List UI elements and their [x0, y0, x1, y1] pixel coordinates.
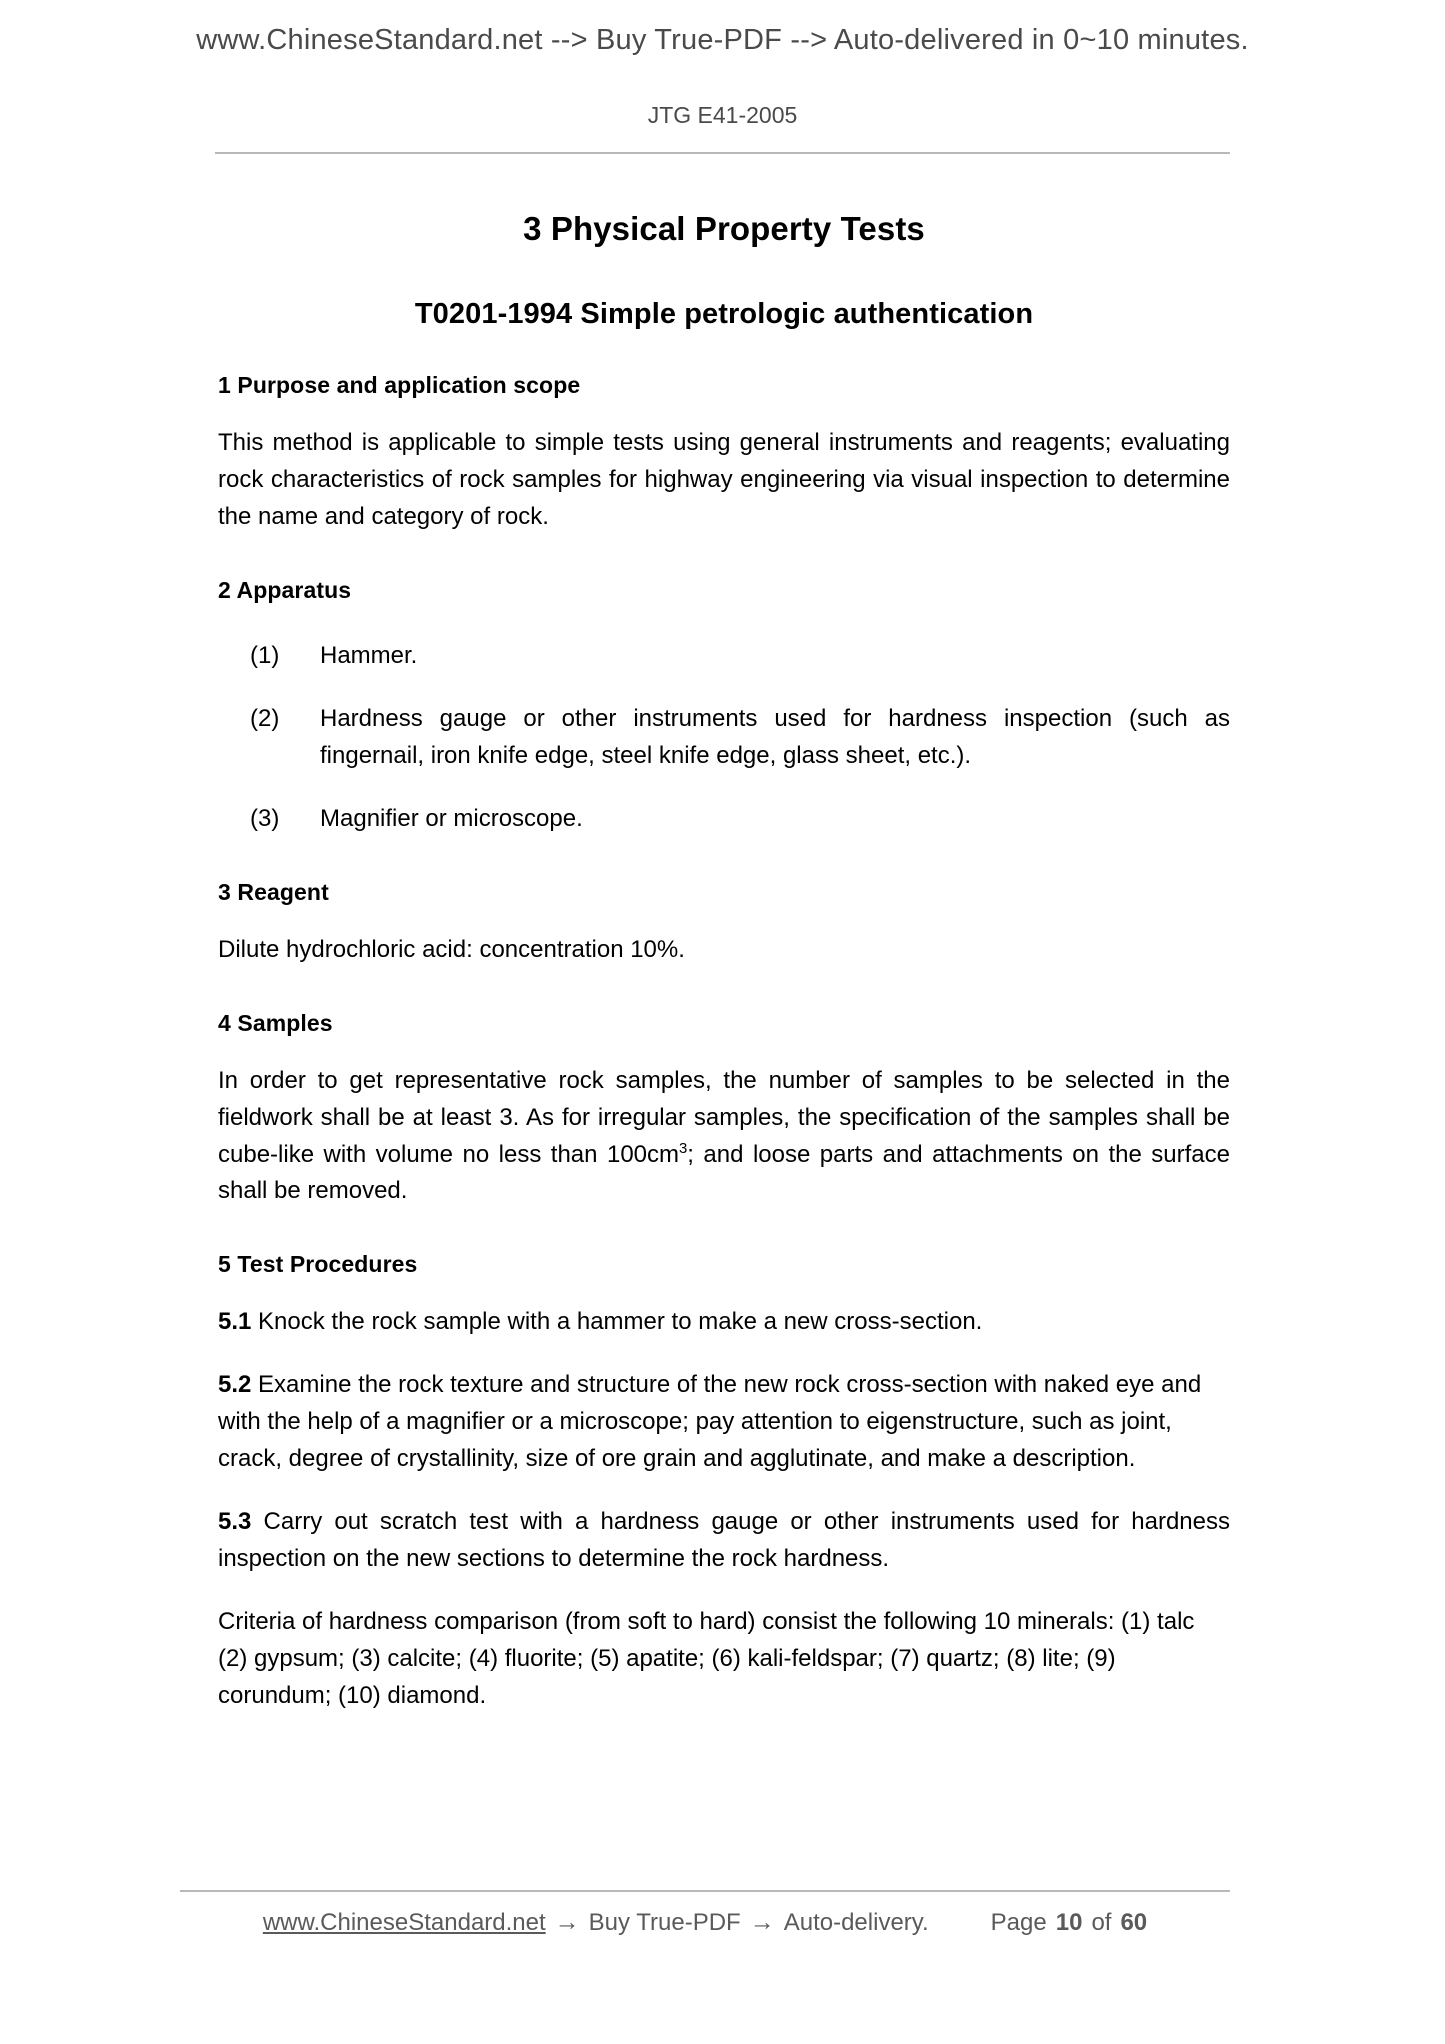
arrow-right-icon: → — [554, 1908, 580, 1936]
list-item-marker: (3) — [250, 804, 280, 832]
section-heading-reagent: 3 Reagent — [218, 878, 329, 905]
paragraph-samples — [218, 1037, 1230, 1211]
footer-page-number: 10 — [1055, 1909, 1083, 1936]
procedure-step-5-3 — [218, 1478, 1230, 1578]
section-heading-purpose: 1 Purpose and application scope — [218, 372, 581, 398]
step-number: 5.1 — [218, 1308, 252, 1336]
paragraph-samples-part1: In order to get representative rock samples, the number of samples to be selected in the fieldwork shall be at least 3. As for irregular samples, the specification of the samples shall be cube-like with volume no less than 100cm — [218, 1066, 1230, 1168]
list-item — [250, 675, 1230, 775]
section-heading-apparatus: 2 Apparatus — [218, 576, 352, 603]
paragraph-reagent: Dilute hydrochloric acid: concentration 10%. — [218, 935, 685, 963]
chapter-title: 3 Physical Property Tests — [523, 210, 925, 247]
footer-divider — [180, 1890, 1230, 1892]
step-number: 5.3 — [218, 1508, 252, 1536]
paragraph-purpose: This method is applicable to simple tests using general instruments and reagents; evaluating rock characteristics of rock samples for highway engineering via visual inspection to determine the name and category of rock. — [218, 429, 1230, 530]
footer-page-label: Page — [990, 1909, 1047, 1936]
step-text: Examine the rock texture and structure of the new rock cross-section with naked eye and with the help of a magnifier or a microscope; pay attention to eigenstructure, such as joint, crack, degree of crystallinity, size of ore grain and agglutinate, and make a description. — [218, 1371, 1202, 1473]
procedure-step-5-2 — [218, 1341, 1230, 1478]
list-item-marker: (2) — [250, 704, 280, 732]
page-footer — [180, 1908, 1230, 1937]
step-text: Knock the rock sample with a hammer to make a new cross-section. — [258, 1308, 983, 1336]
paragraph-hardness-criteria: Criteria of hardness comparison (from soft to hard) consist the following 10 minerals: (1) talc (2) gypsum; (3) calcite; (4) fluorite; (5) apatite; (6) kali-feldspar; (7) quartz; (8) lite; (9) corundum; (10) diamond. — [218, 1608, 1195, 1710]
step-text: Carry out scratch test with a hardness gauge or other instruments used for hardness inspection on the new sections to determine the rock hardness. — [218, 1508, 1230, 1573]
footer-buy-label: Buy True-PDF — [588, 1909, 741, 1936]
list-item-text: Magnifier or microscope. — [320, 804, 583, 832]
superscript-cubic: 3 — [679, 1140, 688, 1157]
list-item — [250, 775, 1230, 838]
list-item-marker: (1) — [250, 641, 280, 669]
document-content — [218, 190, 1230, 1715]
procedure-step-5-1 — [218, 1278, 1230, 1341]
footer-site-link[interactable]: www.ChineseStandard.net — [262, 1909, 546, 1936]
header-divider — [215, 152, 1230, 154]
list-item-text: Hardness gauge or other instruments used for hardness inspection (such as fingernail, iron knife edge, steel knife edge, glass sheet, etc.). — [320, 704, 1230, 769]
list-item-text: Hammer. — [320, 641, 418, 669]
footer-delivery-label: Auto-delivery. — [783, 1909, 929, 1936]
promo-header-text: www.ChineseStandard.net --> Buy True-PDF --> Auto-delivered in 0~10 minutes. — [196, 24, 1249, 56]
apparatus-list — [218, 604, 1230, 838]
footer-of-label: of — [1091, 1909, 1112, 1936]
arrow-right-icon: → — [749, 1908, 775, 1936]
paragraph-samples-part2: ; and loose parts and attachments on the surface shall be removed. — [218, 1140, 1230, 1205]
document-code: JTG E41-2005 — [647, 102, 798, 128]
footer-page-total: 60 — [1120, 1909, 1148, 1936]
method-title: T0201-1994 Simple petrologic authentication — [414, 298, 1034, 330]
section-heading-samples: 4 Samples — [218, 1009, 333, 1036]
section-heading-procedures: 5 Test Procedures — [218, 1251, 418, 1278]
list-item — [250, 612, 1230, 675]
step-number: 5.2 — [218, 1371, 252, 1399]
